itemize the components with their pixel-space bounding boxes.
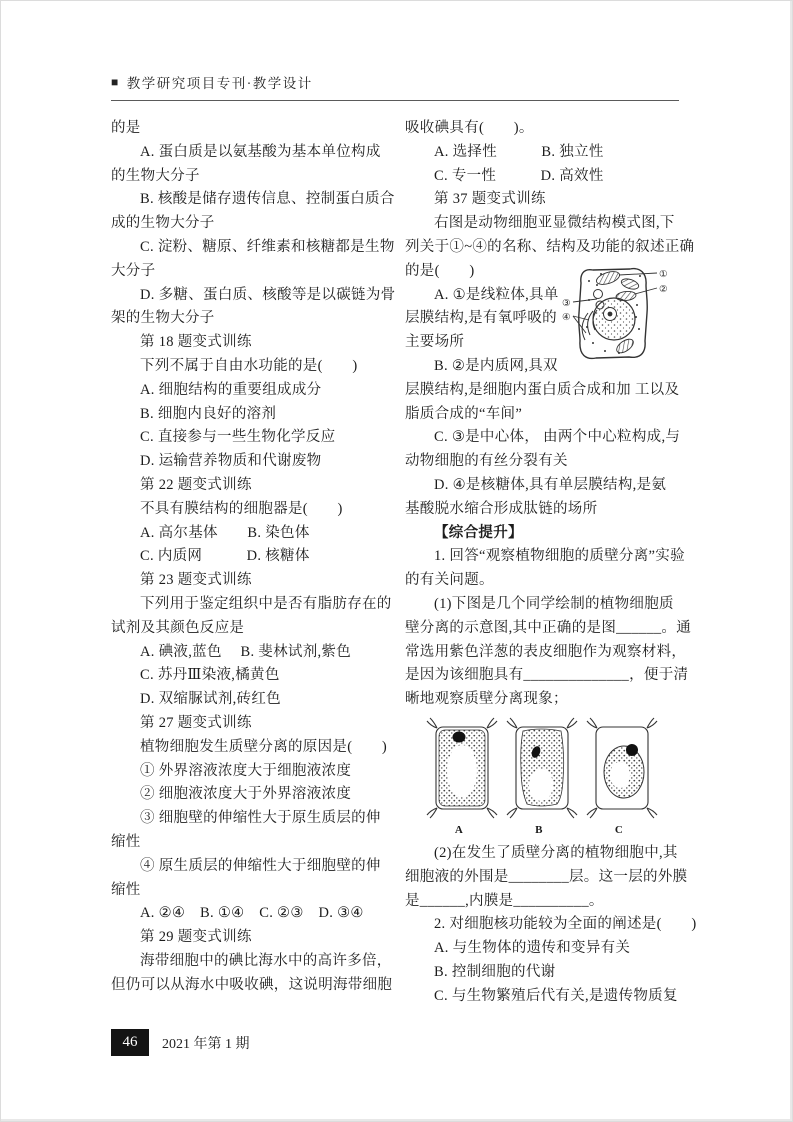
text-line: A. 蛋白质是以氨基酸为基本单位构成 — [140, 143, 381, 160]
text-line: 1. 回答“观察植物细胞的质壁分离”实验 — [434, 548, 685, 565]
text-line: 【综合提升】 — [434, 524, 523, 541]
text-line: C. 淀粉、糖原、纤维素和核糖都是生物 — [140, 238, 395, 255]
text-line: ③ 细胞壁的伸缩性大于原生质层的伸 — [140, 810, 381, 827]
page-number: 46 — [111, 1029, 149, 1056]
text-line: 不具有膜结构的细胞器是( ) — [140, 500, 343, 517]
text-line: 是因为该细胞具有______________，便于清 — [405, 667, 689, 684]
animal-cell-figure — [553, 263, 675, 369]
text-line: B. 细胞内良好的溶剂 — [140, 405, 277, 422]
cell-label-4: ④ — [562, 313, 571, 323]
text-line: 层膜结构,是有氧呼吸的 — [405, 310, 557, 327]
text-line: 第 18 题变式训练 — [140, 334, 252, 351]
text-line: C. 苏丹Ⅲ染液,橘黄色 — [140, 667, 280, 684]
text-line: 脂质合成的“车间” — [405, 405, 523, 422]
text-line: 第 27 题变式训练 — [140, 714, 252, 731]
header-rule — [111, 100, 679, 101]
text-line: 基酸脱水缩合形成肽链的场所 — [405, 500, 598, 517]
text-line: 层膜结构,是细胞内蛋白质合成和加 工以及 — [405, 381, 680, 398]
text-line: (2)在发生了质壁分离的植物细胞中,其 — [434, 844, 678, 861]
text-line: 植物细胞发生质壁分离的原因是( ) — [140, 738, 388, 755]
text-line: C. 专一性 D. 高效性 — [434, 167, 604, 184]
two-column-body — [111, 117, 697, 1009]
header-title: 教学研究项目专刊·教学设计 — [126, 76, 313, 91]
text-line: 第 37 题变式训练 — [434, 191, 546, 208]
text-line: 缩性 — [111, 881, 141, 898]
section-marker-icon: ■ — [111, 75, 120, 89]
text-line: 的有关问题。 — [405, 572, 494, 589]
text-line: D. 运输营养物质和代谢废物 — [140, 453, 322, 470]
text-line: 架的生物大分子 — [111, 310, 215, 327]
plasmolysis-drawing — [405, 716, 675, 840]
text-line: 第 23 题变式训练 — [140, 572, 252, 589]
text-line: 列关于①~④的名称、结构及功能的叙述正确 — [405, 238, 695, 255]
text-line: A. 高尔基体 B. 染色体 — [140, 524, 310, 541]
cell-label-3: ③ — [562, 299, 571, 309]
text-line: 大分子 — [111, 262, 156, 279]
text-line: 成的生物大分子 — [111, 215, 215, 232]
text-line: D. ④是核糖体,具有单层膜结构,是氨 — [434, 476, 667, 493]
text-line: 细胞液的外围是________层。这一层的外膜 — [405, 868, 688, 885]
text-line: B. ②是内质网,具双 — [434, 357, 558, 374]
text-line: C. 直接参与一些生物化学反应 — [140, 429, 336, 446]
text-line: C. 与生物繁殖后代有关,是遗传物质复 — [434, 987, 678, 1004]
text-line: A. 选择性 B. 独立性 — [434, 143, 604, 160]
text-line: 常选用紫色洋葱的表皮细胞作为观察材料， — [405, 643, 687, 660]
animal-cell-drawing — [553, 263, 675, 369]
plasmolysis-figure — [405, 712, 681, 842]
text-line: 壁分离的示意图,其中正确的是图______。通 — [405, 619, 692, 636]
text-line: A. 细胞结构的重要组成成分 — [140, 381, 322, 398]
text-line: 缩性 — [111, 833, 141, 850]
text-line: 的是( ) — [405, 262, 475, 279]
text-line: 吸收碘具有( )。 — [405, 120, 534, 136]
cell-label-2: ② — [659, 285, 668, 295]
text-line: D. 多糖、蛋白质、核酸等是以碳链为骨 — [140, 286, 396, 303]
text-line: C. ③是中心体， 由两个中心粒构成,与 — [434, 429, 681, 446]
text-line: ② 细胞液浓度大于外界溶液浓度 — [140, 786, 352, 803]
text-line: 试剂及其颜色反应是 — [111, 619, 245, 636]
journal-header — [111, 72, 313, 92]
text-line: 主要场所 — [405, 334, 465, 351]
right-column — [405, 117, 697, 1009]
text-line: 海带细胞中的碘比海水中的高许多倍， — [140, 952, 392, 969]
plasmolysis-label-b: B — [535, 823, 543, 836]
plasmolysis-label-a: A — [454, 823, 464, 836]
plasmolysis-label-c: C — [614, 823, 624, 836]
cell-label-1: ① — [659, 270, 668, 280]
text-line: B. 控制细胞的代谢 — [434, 963, 556, 980]
issue-label: 2021 年第 1 期 — [162, 1036, 250, 1052]
text-line: 下列用于鉴定组织中是否有脂肪存在的 — [140, 595, 392, 612]
text-line: 的是 — [111, 120, 141, 136]
text-line: A. 与生物体的遗传和变异有关 — [434, 940, 631, 957]
text-line: A. 碘液,蓝色 B. 斐林试剂,紫色 — [140, 643, 352, 660]
text-line: A. ②④ B. ①④ C. ②③ D. ③④ — [140, 905, 364, 922]
text-line: C. 内质网 D. 核糖体 — [140, 548, 310, 565]
text-line: 动物细胞的有丝分裂有关 — [405, 453, 568, 470]
text-line: 第 22 题变式训练 — [140, 476, 252, 493]
text-line: D. 双缩脲试剂,砖红色 — [140, 691, 281, 708]
text-line: 是______,内膜是__________。 — [405, 892, 604, 909]
text-line: 的生物大分子 — [111, 167, 200, 184]
text-line: (1)下图是几个同学绘制的植物细胞质 — [434, 595, 674, 612]
text-line: 晰地观察质壁分离现象； — [405, 691, 568, 708]
text-line: 2. 对细胞核功能较为全面的阐述是( ) — [434, 916, 697, 933]
text-line: 第 29 题变式训练 — [140, 929, 252, 946]
page-footer — [111, 1029, 250, 1056]
text-line: ④ 原生质层的伸缩性大于细胞壁的伸 — [140, 857, 381, 874]
text-line: 右图是动物细胞亚显微结构模式图,下 — [434, 215, 675, 232]
text-line: A. ①是线粒体,具单 — [434, 286, 559, 303]
text-line: 但仍可以从海水中吸收碘，这说明海带细胞 — [111, 976, 393, 993]
left-column — [111, 117, 396, 1009]
text-line: ① 外界溶液浓度大于细胞液浓度 — [140, 762, 352, 779]
text-line: 下列不属于自由水功能的是( ) — [140, 357, 358, 374]
text-line: B. 核酸是储存遗传信息、控制蛋白质合 — [140, 191, 395, 208]
